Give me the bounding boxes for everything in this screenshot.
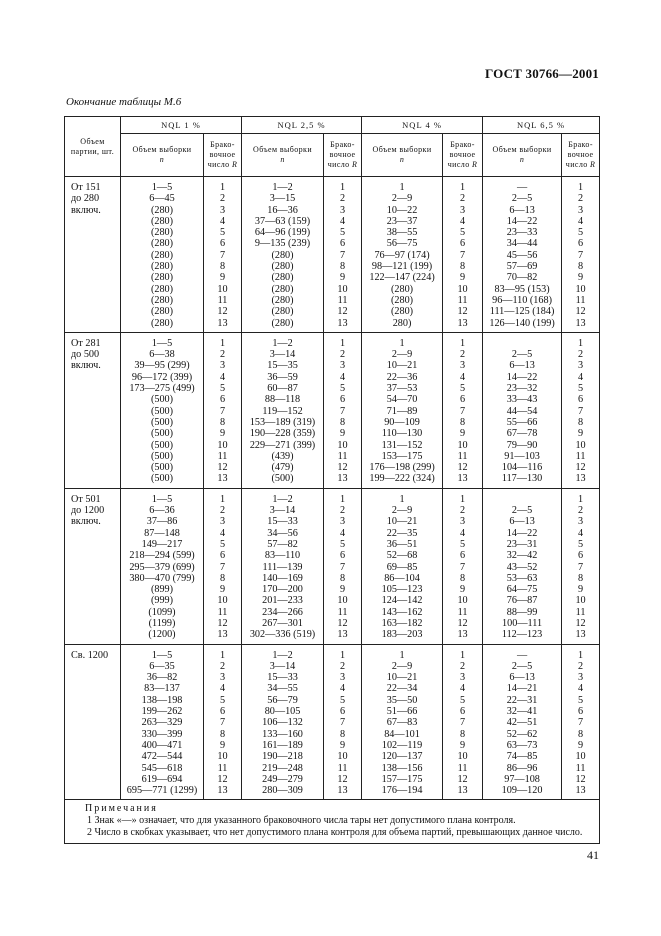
sample-size-nql1-cell: 1—5 6—45 (280) (280) (280) (280) (280) (280) (280) (280) (280) (280) (280) (121, 177, 204, 333)
reject-number-nql4-cell: 1 2 3 4 5 6 7 8 9 10 11 12 13 (443, 644, 483, 800)
sample-size-nql4-cell: 1 2—9 10—22 23—37 38—55 56—75 76—97 (174) 98—121 (199) 122—147 (224) (280) (280) (280) 280) (362, 177, 443, 333)
sample-size-nql4-cell: 1 2—9 10—21 22—36 37—53 54—70 71—89 90—109 110—130 131—152 153—175 176—198 (299) 199—222 (324) (362, 332, 443, 488)
reject-number-nql2-5-cell: 1 2 3 4 5 6 7 8 9 10 11 12 13 (324, 644, 362, 800)
sample-size-nql4-cell: 1 2—9 10—21 22—35 36—51 52—68 69—85 86—104 105—123 124—142 143—162 163—182 183—203 (362, 488, 443, 644)
sample-size-nql2-5-cell: 1—2 3—14 15—33 34—55 56—79 80—105 106—132 133—160 161—189 190—218 219—248 249—279 280—309 (242, 644, 324, 800)
reject-number-nql6-5-cell: 1 2 3 4 5 6 7 8 9 10 11 12 13 (562, 488, 600, 644)
sample-size-nql6-5-cell: 2—5 6—13 14—22 23—31 32—42 43—52 53—63 64—75 76—87 88—99 100—111 112—123 (483, 488, 562, 644)
sample-size-nql1-cell: 1—5 6—35 36—82 83—137 138—198 199—262 263—329 330—399 400—471 472—544 545—618 619—694 695—771 (1299) (121, 644, 204, 800)
table-caption: Окончание таблицы М.6 (66, 96, 182, 108)
sample-size-nql1-cell: 1—5 6—38 39—95 (299) 96—172 (399) 173—275 (499) (500) (500) (500) (500) (500) (500) (500) (500) (121, 332, 204, 488)
reject-number-nql4-cell: 1 2 3 4 5 6 7 8 9 10 11 12 13 (443, 332, 483, 488)
table-row (65, 177, 600, 333)
reject-number-nql6-5-cell: 1 2 3 4 5 6 7 8 9 10 11 12 13 (562, 177, 600, 333)
sample-size-nql2-5-cell: 1—2 3—14 15—35 36—59 60—87 88—118 119—152 153—189 (319) 190—228 (359) 229—271 (399) (439) (479) (500) (242, 332, 324, 488)
sample-size-nql4-cell: 1 2—9 10—21 22—34 35—50 51—66 67—83 84—101 102—119 120—137 138—156 157—175 176—194 (362, 644, 443, 800)
reject-number-header: Брако-вочное число R (204, 134, 242, 177)
note-2: 2 Число в скобках указывает, что нет допустимого плана контроля для объема партий, превышающих данное число. (87, 827, 583, 839)
reject-number-nql2-5-cell: 1 2 3 4 5 6 7 8 9 10 11 12 13 (324, 332, 362, 488)
sample-size-header: Объем выборки n (242, 134, 324, 177)
table-notes (65, 800, 600, 844)
sampling-table (64, 116, 600, 844)
sample-size-nql6-5-cell: 2—5 6—13 14—22 23—32 33—43 44—54 55—66 67—78 79—90 91—103 104—116 117—130 (483, 332, 562, 488)
table-container (64, 116, 599, 844)
page-number: 41 (587, 848, 599, 862)
reject-number-nql4-cell: 1 2 3 4 5 6 7 8 9 10 11 12 13 (443, 177, 483, 333)
lot-size-header: Объем партии, шт. (65, 117, 121, 177)
table-row (65, 488, 600, 644)
group-header-nql1: NQL 1 % (121, 117, 242, 134)
reject-number-nql1-cell: 1 2 3 4 5 6 7 8 9 10 11 12 13 (204, 488, 242, 644)
sample-size-nql6-5-cell: — 2—5 6—13 14—21 22—31 32—41 42—51 52—62 63—73 74—85 86—96 97—108 109—120 (483, 644, 562, 800)
reject-number-nql1-cell: 1 2 3 4 5 6 7 8 9 10 11 12 13 (204, 332, 242, 488)
sample-size-nql2-5-cell: 1—2 3—15 16—36 37—63 (159) 64—96 (199) 9—135 (239) (280) (280) (280) (280) (280) (280) (280) (242, 177, 324, 333)
note-1: 1 Знак «—» означает, что для указанного браковочного числа тары нет допустимого плана контроля. (87, 815, 516, 827)
reject-number-nql4-cell: 1 2 3 4 5 6 7 8 9 10 11 12 13 (443, 488, 483, 644)
group-header-nql6-5: NQL 6,5 % (483, 117, 600, 134)
lot-size-cell: От 151 до 280 включ. (65, 177, 121, 333)
reject-number-nql2-5-cell: 1 2 3 4 5 6 7 8 9 10 11 12 13 (324, 488, 362, 644)
sample-size-header: Объем выборки n (121, 134, 204, 177)
reject-number-nql2-5-cell: 1 2 3 4 5 6 7 8 9 10 11 12 13 (324, 177, 362, 333)
table-row (65, 644, 600, 800)
lot-size-cell: От 501 до 1200 включ. (65, 488, 121, 644)
reject-number-nql6-5-cell: 1 2 3 4 5 6 7 8 9 10 11 12 13 (562, 332, 600, 488)
sample-size-header: Объем выборки n (483, 134, 562, 177)
sample-size-nql6-5-cell: — 2—5 6—13 14—22 23—33 34—44 45—56 57—69 70—82 83—95 (153) 96—110 (168) 111—125 (184) 126—140 (199) (483, 177, 562, 333)
reject-number-header: Брако-вочное число R (324, 134, 362, 177)
reject-number-nql1-cell: 1 2 3 4 5 6 7 8 9 10 11 12 13 (204, 644, 242, 800)
reject-number-nql1-cell: 1 2 3 4 5 6 7 8 9 10 11 12 13 (204, 177, 242, 333)
lot-size-cell: Св. 1200 (65, 644, 121, 800)
document-header: ГОСТ 30766—2001 (484, 66, 599, 81)
reject-number-header: Брако-вочное число R (562, 134, 600, 177)
reject-number-nql6-5-cell: 1 2 3 4 5 6 7 8 9 10 11 12 13 (562, 644, 600, 800)
group-header-nql4: NQL 4 % (362, 117, 483, 134)
group-header-nql2-5: NQL 2,5 % (242, 117, 362, 134)
reject-number-header: Брако-вочное число R (443, 134, 483, 177)
sample-size-nql1-cell: 1—5 6—36 37—86 87—148 149—217 218—294 (599) 295—379 (699) 380—470 (799) (899) (999) (1099) (1199) (1200) (121, 488, 204, 644)
sample-size-header: Объем выборки n (362, 134, 443, 177)
sample-size-nql2-5-cell: 1—2 3—14 15—33 34—56 57—82 83—110 111—139 140—169 170—200 201—233 234—266 267—301 302—336 (519) (242, 488, 324, 644)
table-body (65, 177, 600, 800)
notes-title: Примечания (85, 803, 158, 815)
lot-size-cell: От 281 до 500 включ. (65, 332, 121, 488)
table-row (65, 332, 600, 488)
